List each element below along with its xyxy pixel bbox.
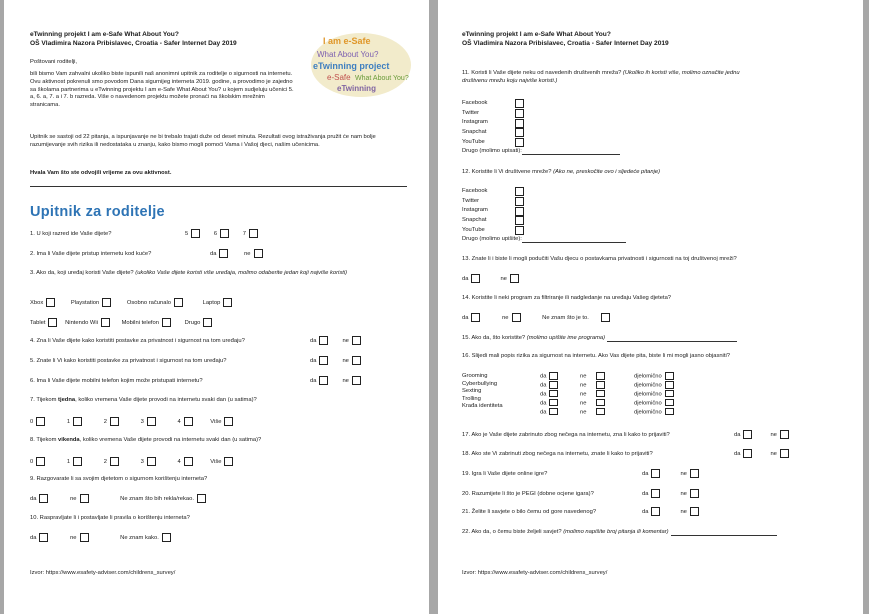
q3-checkbox-xbox[interactable]	[46, 298, 55, 307]
q1-label-7: 7	[242, 231, 246, 238]
q9-checkbox-no[interactable]	[80, 494, 89, 503]
q18-options: da ne	[734, 449, 789, 458]
header-line-1: eTwinning projekt I am e-Safe What About You?	[462, 31, 611, 38]
question-18: 18. Ako ste Vi zabrinuti zbog nečega na internetu, znate li kako to prijaviti?	[462, 451, 653, 457]
question-10: 10. Raspravljate li i postavljate li pravila o korištenju interneta?	[30, 515, 190, 521]
q3-checkbox-wii[interactable]	[101, 318, 110, 327]
q1-checkbox-7[interactable]	[249, 229, 258, 238]
q4-checkbox-yes[interactable]	[319, 336, 328, 345]
question-11-note: društvenu mrežu koju najviše koristi.)	[462, 78, 558, 84]
q8-checkbox-more[interactable]	[224, 457, 233, 466]
q9-checkbox-unsure[interactable]	[197, 494, 206, 503]
q18-checkbox-yes[interactable]	[743, 449, 752, 458]
q16-sexting-yes[interactable]	[549, 390, 558, 398]
q17-options: da ne	[734, 430, 789, 439]
q2-checkbox-yes[interactable]	[219, 249, 228, 258]
q11-checkbox-instagram[interactable]	[515, 119, 524, 128]
q16-identity-yes[interactable]	[549, 408, 558, 416]
q6-checkbox-yes[interactable]	[319, 376, 328, 385]
question-16: 16. Slijedi mali popis rizika za sigurnost na internetu. Ako Vas dijete pita, biste li mi mogli jasno objasniti?	[462, 353, 730, 359]
q16-cyberbullying-partly[interactable]	[665, 381, 674, 389]
q7-checkbox-2[interactable]	[110, 417, 119, 426]
q4-checkbox-no[interactable]	[352, 336, 361, 345]
q16-trolling-partly[interactable]	[665, 399, 674, 407]
q21-options: da ne	[642, 507, 699, 516]
q2-checkbox-no[interactable]	[254, 249, 263, 258]
q16-identity-partly[interactable]	[665, 408, 674, 416]
question-4: 4. Zna li Vaše dijete kako koristiti postavke za privatnost i sigurnost na tom uređaju?	[30, 338, 245, 344]
q7-hours: 0 1 2 3 4 Više	[30, 417, 233, 426]
q14-checkbox-unknown[interactable]	[601, 313, 610, 322]
source-link[interactable]: Izvor: https://www.esafety-adviser.com/childrens_survey/	[462, 570, 608, 576]
q13-options: da ne	[462, 274, 519, 283]
q2-options	[210, 249, 263, 258]
q14-options: da ne Ne znam što je to.	[462, 313, 610, 322]
q7-checkbox-1[interactable]	[73, 417, 82, 426]
q8-checkbox-1[interactable]	[73, 457, 82, 466]
q16-partly-column: djelomično djelomično djelomično djelomično djelomično	[634, 372, 674, 417]
word-cloud-logo	[309, 30, 414, 100]
question-9: 9. Razgovarate li sa svojim djetetom o sigurnom korištenju interneta?	[30, 476, 208, 482]
q10-checkbox-yes[interactable]	[39, 533, 48, 542]
q7-checkbox-more[interactable]	[224, 417, 233, 426]
q12-network-labels: Facebook Twitter Instagram Snapchat YouTube	[462, 188, 488, 233]
question-21: 21. Želite li savjete o bilo čemu od gore navedenog?	[462, 509, 597, 515]
q2-label-no: ne	[244, 251, 251, 258]
question-14: 14. Koristite li neki program za filtriranje ili nadgledanje na uređaju Vašeg djeteta?	[462, 295, 672, 301]
q13-checkbox-yes[interactable]	[471, 274, 480, 283]
svg-text:What About You?: What About You?	[355, 75, 409, 82]
question-20: 20. Razumijete li što je PEGI (dobne ocjene igara)?	[462, 491, 594, 497]
q3-devices-row-2: Tablet Nintendo Wii Mobilni telefon Drugo	[30, 318, 212, 327]
q5-checkbox-yes[interactable]	[319, 356, 328, 365]
info-paragraph: Upitnik se sastoji od 22 pitanja, a ispunjavanje ne bi trebalo trajati duže od deset minuta. Rezultati ovog istraživanja pružit će nam bolje razumijevanje svih rizika ili nedostataka u znanju, kako bismo mogli pomoći Vama i Vašoj djeci, našim učenicima.	[30, 134, 376, 148]
q12-other: Drugo (molimo upišite):	[462, 236, 626, 243]
q22-answer-field[interactable]	[671, 535, 777, 536]
q11-other: Drugo (molimo upisati):	[462, 148, 620, 155]
q14-checkbox-no[interactable]	[512, 313, 521, 322]
question-1: 1. U koji razred ide Vaše dijete?	[30, 231, 112, 237]
q2-label-yes: da	[210, 251, 217, 258]
q8-checkbox-0[interactable]	[36, 457, 45, 466]
header-line-1: eTwinning projekt I am e-Safe What About You?	[30, 31, 179, 38]
q11-checkbox-snapchat[interactable]	[515, 128, 524, 137]
question-7: 7. Tijekom tjedna, koliko vremena Vaše dijete provodi na internetu svaki dan (u satima)?	[30, 397, 257, 403]
q16-identity-no[interactable]	[596, 408, 605, 416]
q20-options: da ne	[642, 489, 699, 498]
q16-cyberbullying-no[interactable]	[596, 381, 605, 389]
svg-text:What About You?: What About You?	[317, 50, 379, 59]
question-5: 5. Znate li Vi kako koristiti postavke za privatnost i sigurnost na tom uređaju?	[30, 358, 227, 364]
q18-checkbox-no[interactable]	[780, 449, 789, 458]
q8-checkbox-3[interactable]	[147, 457, 156, 466]
q11-network-checkboxes	[512, 99, 524, 148]
q3-checkbox-other[interactable]	[203, 318, 212, 327]
q4-options: da ne	[310, 336, 361, 345]
q19-options: da ne	[642, 469, 699, 478]
svg-text:eTwinning project: eTwinning project	[313, 61, 390, 71]
q16-sexting-partly[interactable]	[665, 390, 674, 398]
q3-devices-row-1: Xbox Playstation Osobno računalo Laptop	[30, 298, 232, 307]
q16-sexting-no[interactable]	[596, 390, 605, 398]
question-2: 2. Ima li Vaše dijete pristup internetu kod kuće?	[30, 251, 152, 257]
question-19: 19. Igra li Vaše dijete online igre?	[462, 471, 548, 477]
divider	[30, 186, 407, 187]
q16-grooming-partly[interactable]	[665, 372, 674, 380]
q12-checkbox-facebook[interactable]	[515, 187, 524, 196]
q16-grooming-yes[interactable]	[549, 372, 558, 380]
q16-cyberbullying-yes[interactable]	[549, 381, 558, 389]
q12-checkbox-instagram[interactable]	[515, 207, 524, 216]
q3-checkbox-pc[interactable]	[174, 298, 183, 307]
question-11: 11. Koristi li Vaše dijete neku od navedenih društvenih mreža? (Ukoliko ih koristi više, molimo označite jednu	[462, 70, 740, 76]
q11-checkbox-facebook[interactable]	[515, 99, 524, 108]
question-13: 13. Znate li i biste li mogli podučiti Vašu djecu o postavkama privatnosti i sigurnosti na toj društvenoj mreži?	[462, 256, 737, 262]
q16-risk-labels: Grooming Cyberbullying Sexting Trolling Krađa identiteta	[462, 373, 503, 410]
q3-checkbox-playstation[interactable]	[102, 298, 111, 307]
q1-checkbox-6[interactable]	[220, 229, 229, 238]
svg-text:e-Safe: e-Safe	[327, 73, 351, 82]
page-title: Upitnik za roditelje	[30, 204, 165, 220]
q12-network-checkboxes	[512, 187, 524, 236]
q15-answer-field[interactable]	[607, 341, 737, 342]
source-link[interactable]: Izvor: https://www.esafety-adviser.com/childrens_survey/	[30, 570, 176, 576]
q11-checkbox-youtube[interactable]	[515, 138, 524, 147]
q6-options: da ne	[310, 376, 361, 385]
q11-checkbox-twitter[interactable]	[515, 109, 524, 118]
q19-checkbox-yes[interactable]	[651, 469, 660, 478]
q16-trolling-yes[interactable]	[549, 399, 558, 407]
q10-options: da ne Ne znam kako.	[30, 533, 171, 542]
q16-yes-column: da da da da da	[540, 372, 558, 417]
q21-checkbox-no[interactable]	[690, 507, 699, 516]
q12-checkbox-twitter[interactable]	[515, 197, 524, 206]
q20-checkbox-no[interactable]	[690, 489, 699, 498]
q16-trolling-no[interactable]	[596, 399, 605, 407]
q12-other-field[interactable]	[522, 242, 626, 243]
q7-checkbox-0[interactable]	[36, 417, 45, 426]
q17-checkbox-no[interactable]	[780, 430, 789, 439]
q7-checkbox-4[interactable]	[184, 417, 193, 426]
q11-network-labels: Facebook Twitter Instagram Snapchat YouTube	[462, 100, 488, 145]
question-8: 8. Tijekom vikenda, koliko vremena Vaše dijete provodi na internetu svaki dan (u satima)?	[30, 437, 262, 443]
page-1	[4, 0, 429, 614]
q11-other-field[interactable]	[522, 154, 620, 155]
q3-checkbox-tablet[interactable]	[48, 318, 57, 327]
question-3: 3. Ako da, koji uređaj koristi Vaše dijete? (ukoliko Vaše dijete koristi više uređaja, molimo odaberite jedan koji najviše koristi)	[30, 270, 348, 276]
q12-checkbox-youtube[interactable]	[515, 226, 524, 235]
header-line-2: OŠ Vladimira Nazora Pribislavec, Croatia - Safer Internet Day 2019	[462, 40, 669, 47]
question-22: 22. Ako da, o čemu biste željeli savjet? (molimo napišite broj pitanja ili komentar)	[462, 529, 777, 536]
header-line-2: OŠ Vladimira Nazora Pribislavec, Croatia - Safer Internet Day 2019	[30, 40, 237, 47]
q19-checkbox-no[interactable]	[690, 469, 699, 478]
q7-checkbox-3[interactable]	[147, 417, 156, 426]
question-12: 12. Koristite li Vi društvene mreže? (Ako ne, preskočite ovo i sljedeće pitanje)	[462, 169, 661, 175]
q5-options: da ne	[310, 356, 361, 365]
q1-label-5: 5	[185, 231, 189, 238]
q12-checkbox-snapchat[interactable]	[515, 216, 524, 225]
q17-checkbox-yes[interactable]	[743, 430, 752, 439]
q13-checkbox-no[interactable]	[510, 274, 519, 283]
q10-checkbox-no[interactable]	[80, 533, 89, 542]
q3-checkbox-mobile[interactable]	[162, 318, 171, 327]
q16-no-column: ne ne ne ne ne	[580, 372, 605, 417]
q6-checkbox-no[interactable]	[352, 376, 361, 385]
q20-checkbox-yes[interactable]	[651, 489, 660, 498]
q21-checkbox-yes[interactable]	[651, 507, 660, 516]
q8-checkbox-4[interactable]	[184, 457, 193, 466]
q9-options: da ne Ne znam što bih rekla/rekao.	[30, 494, 206, 503]
question-6: 6. Ima li Vaše dijete mobilni telefon kojim može pristupati internetu?	[30, 378, 203, 384]
q3-checkbox-laptop[interactable]	[223, 298, 232, 307]
greeting: Poštovani roditelji,	[30, 59, 78, 65]
q1-label-6: 6	[213, 231, 218, 238]
q14-checkbox-yes[interactable]	[471, 313, 480, 322]
question-15: 15. Ako da, što koristite? (molimo upišite ime programa)	[462, 335, 737, 342]
q9-checkbox-yes[interactable]	[39, 494, 48, 503]
q8-checkbox-2[interactable]	[110, 457, 119, 466]
q1-checkbox-5[interactable]	[191, 229, 200, 238]
page-2	[438, 0, 863, 614]
q8-hours: 0 1 2 3 4 Više	[30, 457, 233, 466]
q10-checkbox-unsure[interactable]	[162, 533, 171, 542]
intro-paragraph: bili bismo Vam zahvalni ukoliko biste ispunili naš anonimni upitnik za roditelje o sigurnosti na internetu. Ovu aktivnost pokrenuli smo povodom Dana sigurnijeg interneta 2019. godine, a provodimo je zajedno sa školama partnerima u eTwinning projektu I am e-Safe What About You? u kojem sudjeluju učenici 5. a, 6. a, 7. a i 7. b razreda. Više o navedenom projektu možete pronaći na školskim mrežnim stranicama.	[30, 71, 294, 109]
thanks-text: Hvala Vam što ste odvojili vrijeme za ovu aktivnost.	[30, 170, 172, 176]
q1-options	[185, 229, 258, 238]
svg-text:eTwinning: eTwinning	[337, 84, 376, 93]
q5-checkbox-no[interactable]	[352, 356, 361, 365]
q16-grooming-no[interactable]	[596, 372, 605, 380]
question-17: 17. Ako je Vaše dijete zabrinuto zbog nečega na internetu, zna li kako to prijaviti?	[462, 432, 670, 438]
svg-text:I am e-Safe: I am e-Safe	[323, 36, 371, 46]
